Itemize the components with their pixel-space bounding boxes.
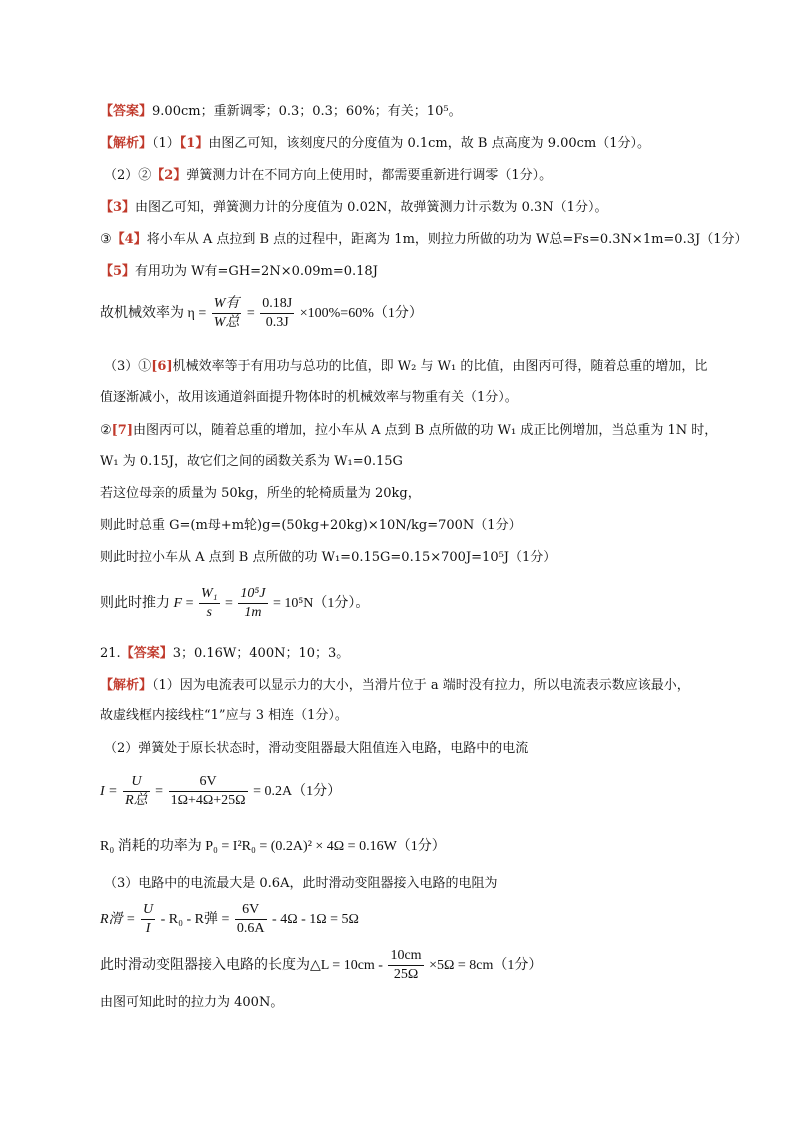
analysis-text-9: 则此时总重 G=(m母+m轮)g=(50kg+20kg)×10N/kg=700N（1分） [100, 518, 522, 533]
numerator: W有 [213, 296, 240, 312]
q20-analysis-line-6b [100, 389, 518, 407]
fraction [238, 585, 267, 622]
numerator: 10⁵J [240, 586, 266, 602]
power-text: R₀ 消耗的功率为 P₀ = I²R₀ = (0.2A)² × 4Ω = 0.16W（1分） [100, 839, 446, 854]
equation-tail: ×5Ω = 8cm（1分） [429, 958, 543, 973]
q20-analysis-line-10 [100, 549, 556, 567]
q20-analysis-line-7 [100, 422, 717, 440]
q20-analysis-line-5 [100, 263, 378, 281]
denominator: s [199, 603, 220, 622]
q20-analysis-line-8 [100, 485, 421, 503]
answer-tag: 【答案】 [120, 646, 173, 661]
analysis-text-2: 弹簧测力计在不同方向上使用时，都需要重新进行调零（1分）。 [186, 168, 553, 183]
equation-tail: = 10⁵N（1分）。 [273, 596, 370, 611]
analysis-text-1: （1）因为电流表可以显示力的大小，当滑片位于 a 端时没有拉力，所以电流表示数应该最小， [152, 678, 690, 693]
fraction [199, 585, 220, 622]
blank-tag-4: 【4】 [111, 232, 147, 247]
denominator: I [141, 919, 155, 938]
equation-middle: - R₀ - R弹 = [160, 912, 230, 927]
analysis-text-1: 由图乙可知，该刻度尺的分度值为 0.1cm，故 B 点高度为 9.00cm（1分）。 [208, 136, 651, 151]
blank-tag-2: 【2】 [151, 168, 187, 183]
part-label: （1） [152, 136, 180, 151]
push-force-equation: 则此时推力 F = $\frac{\text{W₁}}{s}$ = $\frac{\text{10⁵J}}{1m}$ = 10⁵N（1分）。 [100, 586, 370, 621]
q21-conclusion [100, 994, 283, 1012]
analysis-tag: 【解析】 [100, 678, 153, 693]
analysis-text-5: 有用功为 W有=GH=2N×0.09m=0.18J [135, 264, 378, 279]
fraction [235, 901, 267, 938]
fraction [123, 773, 150, 810]
part-label: ③ [100, 232, 112, 247]
q21-answer-text: 3；0.16W；400N；10；3。 [172, 646, 350, 661]
equation-lead: 此时滑动变阻器接入电路的长度为△L = 10cm - [100, 958, 383, 973]
q20-analysis-line-6 [104, 358, 707, 376]
denominator: R总 [125, 793, 148, 809]
denominator: W总 [213, 315, 240, 331]
numerator: U [131, 774, 142, 790]
analysis-text-3: （3）电路中的电流最大是 0.6A，此时滑动变阻器接入电路的电阻为 [104, 876, 498, 891]
equation-tail: ×100%=60%（1分） [299, 306, 423, 321]
numerator: 10cm [390, 948, 422, 964]
q20-analysis-line-1 [100, 135, 650, 153]
fraction [212, 295, 242, 332]
numerator: 6V [242, 902, 260, 918]
numerator: 6V [199, 774, 217, 790]
length-equation [100, 944, 542, 988]
analysis-text-10: 则此时拉小车从 A 点到 B 点所做的功 W₁=0.15G=0.15×700J=10⁵J（1分） [100, 550, 557, 565]
q21-analysis-line-3 [104, 875, 497, 893]
fraction [141, 901, 155, 938]
analysis-text-3: 由图乙可知，弹簧测力计的分度值为 0.02N，故弹簧测力计示数为 0.3N（1分）。 [135, 200, 608, 215]
conclusion-text: 由图可知此时的拉力为 400N。 [100, 995, 284, 1010]
efficiency-equation: 故机械效率为 η = $\frac{\text{W有}}{\text{W总}}$ = $\frac{0.18J}{0.3J}$ ×100%=60%（1分） [100, 296, 423, 331]
analysis-text-8: 若这位母亲的质量为 50kg，所坐的轮椅质量为 20kg， [100, 486, 421, 501]
numerator: W₁ [200, 586, 218, 602]
q21-answer-line [100, 645, 349, 663]
fraction [388, 947, 423, 984]
numerator: 0.18J [262, 296, 293, 312]
equation-tail: - 4Ω - 1Ω = 5Ω [272, 912, 359, 927]
current-equation: I = $\frac{U}{\text{R总}}$ = $\frac{6V}{1\Omega+4\Omega+25\Omega}$ = 0.2A（1分） [100, 774, 342, 809]
power-equation [100, 838, 446, 856]
q20-analysis-line-4 [100, 231, 747, 249]
q21-analysis-line-1 [100, 677, 690, 695]
denominator: 1Ω+4Ω+25Ω [170, 793, 246, 809]
analysis-text-1b: 故虚线框内接线柱“1”应与 3 相连（1分）。 [100, 708, 348, 723]
denominator: 1m [238, 603, 267, 622]
denominator: 0.6A [236, 921, 265, 937]
denominator: 25Ω [388, 965, 423, 984]
analysis-tag: 【解析】 [100, 136, 153, 151]
equation-lead: 故机械效率为 η = [100, 306, 207, 321]
analysis-text-2: （2）弹簧处于原长状态时，滑动变阻器最大阻值连入电路，电路中的电流 [104, 741, 529, 756]
blank-tag-3: 【3】 [100, 200, 136, 215]
equation-lead: R滑 = [100, 912, 136, 927]
analysis-text-7: 由图丙可以，随着总重的增加，拉小车从 A 点到 B 点所做的功 W₁ 成正比例增加，当总重为 1N 时， [133, 423, 718, 438]
blank-tag-5: 【5】 [100, 264, 136, 279]
q20-answer-line [100, 103, 462, 121]
blank-tag-6: [6] [151, 359, 173, 374]
numerator: U [143, 902, 154, 918]
q20-answer-text: 9.00cm；重新调零；0.3；0.3；60%；有关；10⁵。 [152, 104, 462, 119]
resistance-equation [100, 898, 359, 942]
q21-analysis-line-1b [100, 707, 348, 725]
blank-tag-1: 【1】 [179, 136, 209, 151]
fraction [260, 295, 294, 332]
equation-lead: I = [100, 784, 118, 799]
analysis-text-4: 将小车从 A 点拉到 B 点的过程中，距离为 1m，则拉力所做的功为 W总=Fs=0.3N×1m=0.3J（1分） [146, 232, 748, 247]
part-label: ② [100, 423, 112, 438]
blank-tag-7: [7] [111, 423, 134, 438]
q20-analysis-line-9 [100, 517, 522, 535]
q20-analysis-line-3 [100, 199, 607, 217]
analysis-text-6: 机械效率等于有用功与总功的比值，即 W₂ 与 W₁ 的比值，由图丙可得，随着总重的增加，比 [172, 359, 708, 374]
q21-analysis-line-2 [104, 740, 528, 758]
q20-analysis-line-2 [104, 167, 552, 185]
fraction [169, 773, 248, 810]
part-label: （3）① [104, 359, 152, 374]
part-label: （2）② [104, 168, 152, 183]
analysis-text-6b: 值逐渐减小，故用该通道斜面提升物体时的机械效率与物重有关（1分）。 [100, 390, 518, 405]
analysis-text-7b: W₁ 为 0.15J，故它们之间的函数关系为 W₁=0.15G [100, 454, 403, 469]
equation-tail: = 0.2A（1分） [253, 784, 342, 799]
denominator: 0.3J [260, 313, 294, 332]
equation-lead: 则此时推力 [100, 596, 170, 611]
question-number: 21. [100, 646, 121, 661]
answer-tag: 【答案】 [100, 104, 153, 119]
q20-analysis-line-7b [100, 453, 403, 471]
